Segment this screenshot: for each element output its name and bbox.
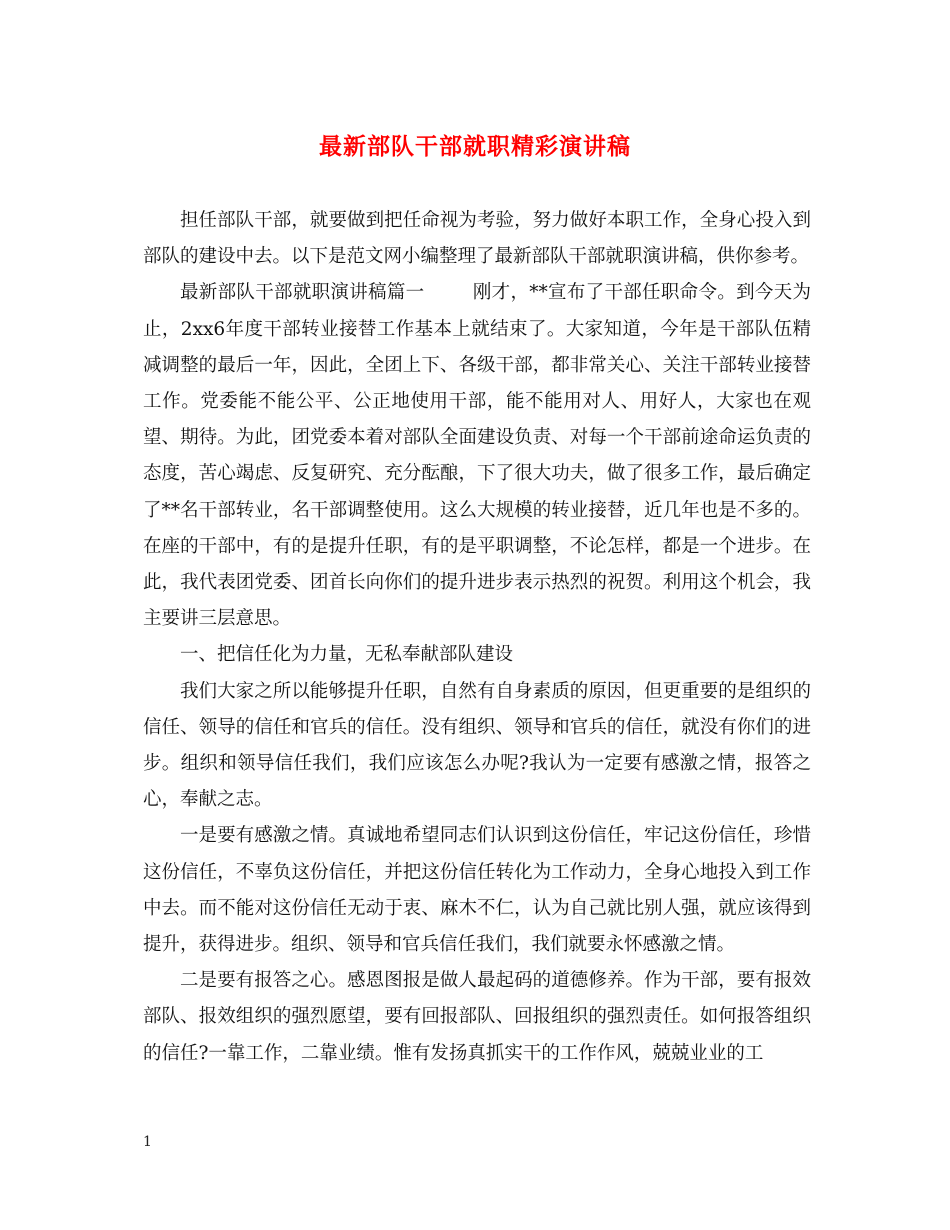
section-lead-text: 刚才，**宣布了干部任职命令。到今天为止，2xx6年度干部转业接替工作基本上就结束了。大家知道，今年是干部队伍精减调整的最后一年，因此，全团上下、各级干部，都非常关心、关注干部转业接替工作。党委能不能公平、公正地使用干部，能不能用对人、用好人，大家也在观望、期待。为此，团党委本着对部队全面建设负责、对每一个干部前途命运负责的态度，苦心竭虑、反复研究、充分酝酿，下了很大功夫，做了很多工作，最后确定了**名干部转业，名干部调整使用。这么大规模的转业接替，近几年也是不多的。在座的干部中，有的是提升任职，有的是平职调整，不论怎样，都是一个进步。在此，我代表团党委、团首长向你们的提升进步表示热烈的祝贺。利用这个机会，我主要讲三层意思。 <box>143 282 811 630</box>
intro-paragraph: 担任部队干部，就要做到把任命视为考验，努力做好本职工作，全身心投入到部队的建设中去。以下是范文网小编整理了最新部队干部就职演讲稿，供你参考。 <box>143 210 811 268</box>
document-body <box>143 203 811 1072</box>
section-paragraph <box>143 275 811 637</box>
paragraph-trust: 我们大家之所以能够提升任职，自然有自身素质的原因，但更重要的是组织的信任、领导的信任和官兵的信任。没有组织、领导和官兵的信任，就没有你们的进步。组织和领导信任我们，我们应该怎么办呢?我认为一定要有感激之情，报答之心，奉献之志。 <box>143 680 811 811</box>
page-number: 1 <box>143 1134 152 1150</box>
section-label: 最新部队干部就职演讲稿篇一 <box>180 282 425 304</box>
paragraph-gratitude: 一是要有感激之情。真诚地希望同志们认识到这份信任，牢记这份信任，珍惜这份信任，不辜负这份信任，并把这份信任转化为工作动力，全身心地投入到工作中去。而不能对这份信任无动于衷、麻木不仁，认为自己就比别人强，就应该得到提升，获得进步。组织、领导和官兵信任我们，我们就要永怀感激之情。 <box>143 825 811 956</box>
document-title: 最新部队干部就职精彩演讲稿 <box>319 133 631 160</box>
paragraph-repay: 二是要有报答之心。感恩图报是做人最起码的道德修养。作为干部，要有报效部队、报效组织的强烈愿望，要有回报部队、回报组织的强烈责任。如何报答组织的信任?一靠工作，二靠业绩。惟有发扬真抓实干的工作作风，兢兢业业的工 <box>143 970 811 1064</box>
heading-one: 一、把信任化为力量，无私奉献部队建设 <box>180 644 514 666</box>
